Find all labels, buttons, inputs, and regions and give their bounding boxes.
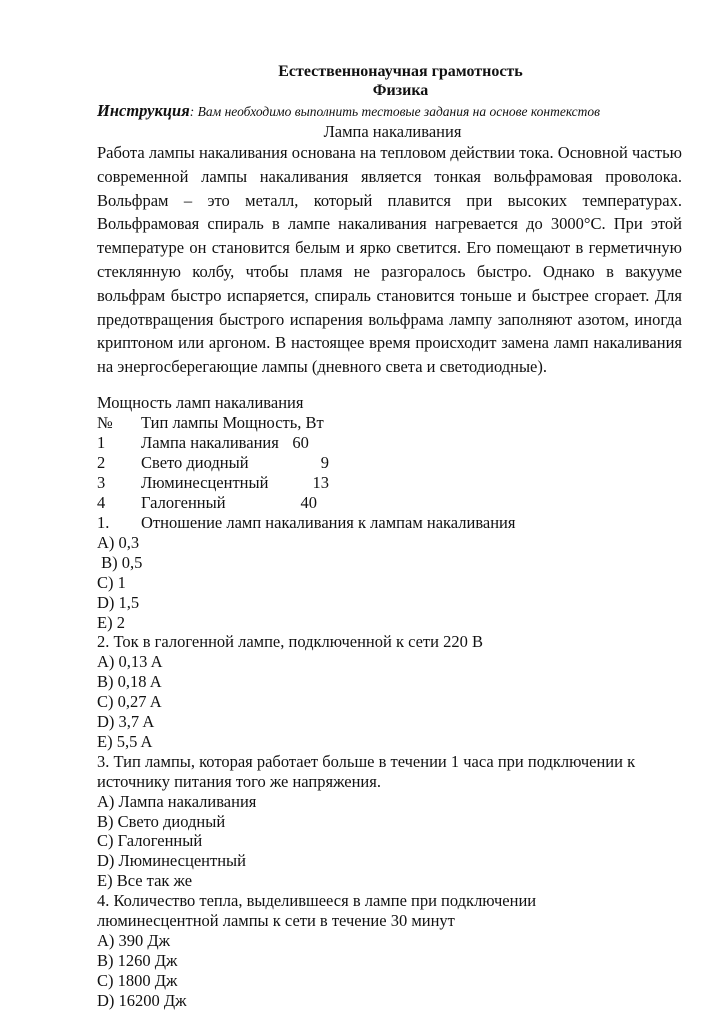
question-label: Тип лампы, которая работает больше в течении 1 часа при подключении к: [113, 751, 636, 771]
row-type: [141, 433, 329, 453]
answer-option[interactable]: A) 0,3: [97, 532, 140, 552]
question-text-continued: источнику питания того же напряжения.: [97, 771, 381, 791]
answer-option[interactable]: D) 3,7 A: [97, 712, 155, 732]
subject-title: Физика: [372, 82, 429, 99]
question-label: Количество тепла, выделившееся в лампе при подключении: [113, 891, 537, 911]
answer-option[interactable]: A) 390 Дж: [97, 931, 171, 950]
answer-option[interactable]: B) 0,5: [97, 552, 143, 572]
row-type: [141, 493, 329, 513]
instruction: [97, 101, 682, 122]
header-power-label: Мощность, Вт: [222, 412, 324, 432]
instruction-text: : Вам необходимо выполнить тестовые задания на основе контекстов: [189, 104, 601, 119]
header-type: [141, 413, 329, 433]
row-type: [141, 453, 329, 473]
question-number: 2.: [97, 632, 110, 652]
row-type-label: Свето диодный: [141, 452, 249, 472]
row-power: 60: [292, 432, 309, 452]
answer-option[interactable]: A) 0,13 A: [97, 652, 163, 672]
header-type-label: Тип лампы: [141, 412, 219, 432]
question-4: [97, 891, 682, 1010]
table-header-row: [97, 413, 329, 433]
question-3: [97, 752, 682, 891]
table-row: [97, 473, 329, 493]
power-table: [97, 413, 329, 513]
question-1: [97, 513, 682, 632]
question-number: 1.: [97, 512, 110, 532]
question-label: Ток в галогенной лампе, подключенной к сети 220 В: [113, 632, 483, 652]
row-num: 4: [97, 492, 106, 512]
table-row: [97, 433, 329, 453]
answer-option[interactable]: A) Лампа накаливания: [97, 791, 257, 811]
question-text: [97, 513, 682, 533]
row-power: 9: [320, 452, 329, 472]
row-num: 2: [97, 452, 106, 472]
table-row: [97, 493, 329, 513]
table-caption: Мощность ламп накаливания: [97, 392, 304, 412]
question-label: Отношение ламп накаливания к лампам накаливания: [141, 512, 516, 532]
row-type-label: Люминесцентный: [141, 472, 269, 492]
row-num: 1: [97, 432, 106, 452]
question-text: [97, 752, 682, 772]
row-type-label: Лампа накаливания: [141, 432, 279, 452]
answer-option[interactable]: C) Галогенный: [97, 831, 203, 851]
row-type: [141, 473, 329, 493]
question-text: [97, 632, 682, 652]
answer-option[interactable]: B) 1260 Дж: [97, 950, 178, 970]
row-type-label: Галогенный: [141, 492, 226, 512]
table-row: [97, 453, 329, 473]
answer-option[interactable]: E) 5,5 A: [97, 731, 153, 751]
answer-option[interactable]: B) 0,18 A: [97, 672, 162, 692]
answer-option[interactable]: B) Свето диодный: [97, 811, 226, 831]
question-number: 3.: [97, 751, 110, 771]
instruction-label: Инструкция: [97, 101, 190, 120]
answer-option[interactable]: C) 1800 Дж: [97, 970, 178, 990]
row-power: 13: [312, 472, 329, 492]
answer-option[interactable]: D) 16200 Дж: [97, 990, 187, 1010]
answer-option[interactable]: C) 0,27 A: [97, 692, 162, 712]
question-text-continued: люминесцентной лампы к сети в течение 30 минут: [97, 911, 455, 931]
question-number: 4.: [97, 891, 110, 911]
question-2: [97, 632, 682, 751]
question-text: [97, 891, 682, 911]
context-title: Лампа накаливания: [323, 122, 462, 141]
document-title: Естественнонаучная грамотность: [278, 63, 523, 80]
row-power: 40: [300, 492, 317, 512]
answer-option[interactable]: E) Все так же: [97, 871, 193, 891]
answer-option[interactable]: D) 1,5: [97, 592, 140, 612]
header-num: №: [97, 412, 113, 432]
document-page: [97, 62, 682, 1011]
answer-option[interactable]: D) Люминесцентный: [97, 851, 246, 871]
context-paragraph: Работа лампы накаливания основана на тепловом действии тока. Основной частью современной лампы накаливания является тонкая вольфрамовая проволока. Вольфрам – это металл, который плавится при высоких температурах. Вольфрамовая спираль в лампе накаливания нагревается до 3000°С. При этой температуре он становится белым и ярко светится. Его помещают в герметичную стеклянную колбу, чтобы пламя не разгоралось быстро. Однако в вакууме вольфрам быстро испаряется, спираль становится тоньше и быстрее сгорает. Для предотвращения быстрого испарения вольфрама лампу заполняют азотом, иногда криптоном или аргоном. В настоящее время происходит замена ламп накаливания на энергосберегающие лампы (дневного света и светодиодные).: [97, 143, 682, 377]
row-num: 3: [97, 472, 106, 492]
answer-option[interactable]: E) 2: [97, 612, 125, 632]
answer-option[interactable]: C) 1: [97, 572, 126, 592]
